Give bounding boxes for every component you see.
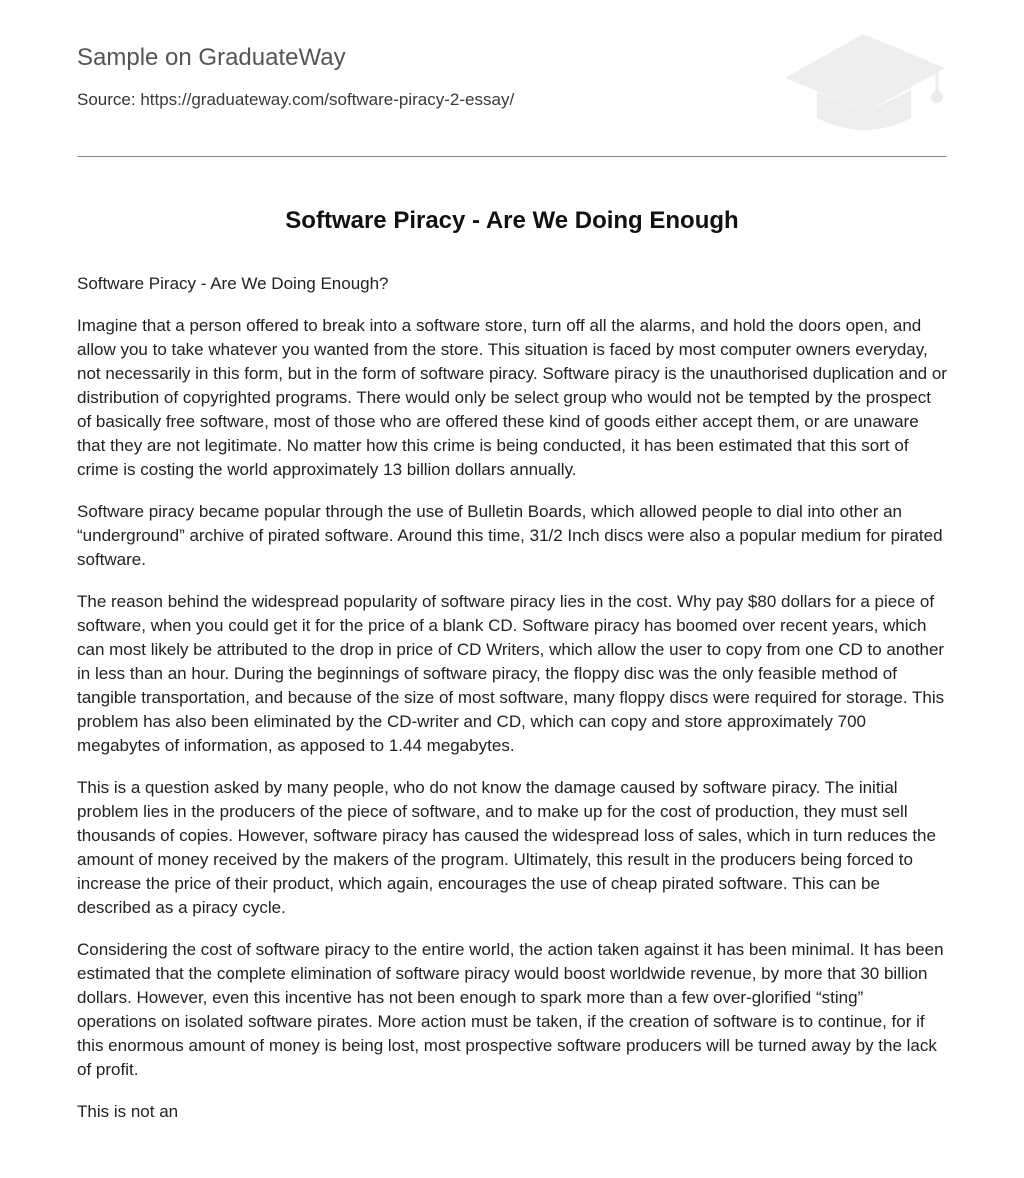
source-label: Source: (77, 90, 136, 109)
essay-paragraph-4: This is a question asked by many people, who do not know the damage caused by software piracy. The initial problem lies in the producers of the piece of software, and to make up for the cost of production, they must sell thousands of copies. However, software piracy has caused the widespread loss of sales, which in turn reduces the amount of money received by the makers of the program. Ultimately, this result in the producers being forced to increase the price of their product, which again, encourages the use of cheap pirated software. This can be described as a piracy cycle. (77, 778, 936, 917)
essay-title: Software Piracy - Are We Doing Enough (285, 207, 739, 234)
essay-paragraph-1: Imagine that a person offered to break into a software store, turn off all the alarms, and hold the doors open, and allow you to take whatever you wanted from the store. This situation is faced by most computer owners everyday, not necessarily in this form, but in the form of software piracy. Software piracy is the unauthorised duplication and or distribution of copyrighted programs. There would only be select group who would not be tempted by the prospect of basically free software, most of those who are offered these kind of goods either accept them, or are unaware that they are not legitimate. No matter how this crime is being conducted, it has been estimated that this sort of crime is costing the world approximately 13 billion dollars annually. (77, 316, 947, 479)
source-link[interactable]: https://graduateway.com/software-piracy-2-essay/ (140, 90, 515, 109)
page-header (77, 0, 947, 157)
graduation-cap-icon (781, 30, 949, 134)
essay-paragraph-2: Software piracy became popular through the use of Bulletin Boards, which allowed people to dial into other an “underground” archive of pirated software. Around this time, 31/2 Inch discs were also a popular medium for pirated software. (77, 502, 943, 569)
site-title: Sample on GraduateWay (77, 44, 346, 71)
source-line (77, 90, 514, 110)
document-page (77, 0, 947, 1124)
essay-paragraph-3: The reason behind the widespread popularity of software piracy lies in the cost. Why pay $80 dollars for a piece of software, when you could get it for the price of a blank CD. Software piracy has boomed over recent years, which can most likely be attributed to the drop in price of CD Writers, which allow the user to copy from one CD to another in less than an hour. During the beginnings of software piracy, the floppy disc was the only feasible method of tangible transportation, and because of the size of most software, many floppy discs were required for storage. This problem has also been eliminated by the CD-writer and CD, which can copy and store approximately 700 megabytes of information, as apposed to 1.44 megabytes. (77, 592, 945, 755)
essay-paragraph-6: This is not an (77, 1102, 179, 1121)
essay-subheading: Software Piracy - Are We Doing Enough? (77, 274, 389, 293)
essay-paragraph-5: Considering the cost of software piracy to the entire world, the action taken against it has been minimal. It has been estimated that the complete elimination of software piracy would boost worldwide revenue, by more that 30 billion dollars. However, even this incentive has not been enough to spark more than a few over-glorified “sting” operations on isolated software pirates. More action must be taken, if the creation of software is to continue, for if this enormous amount of money is being lost, most prospective software producers will be turned away by the lack of profit. (77, 940, 944, 1079)
